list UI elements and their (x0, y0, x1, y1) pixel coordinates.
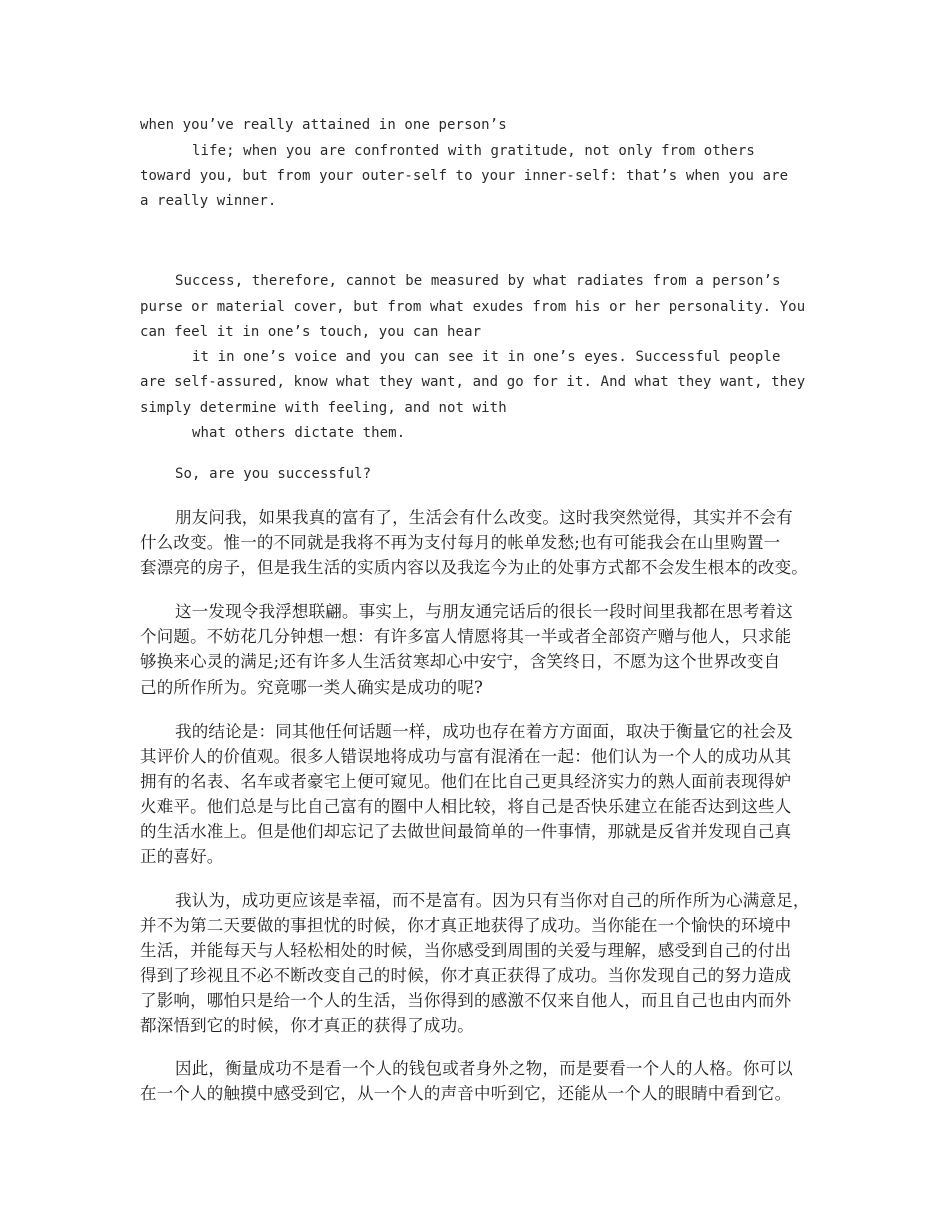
chinese-text-line: 了影响，哪怕只是给一个人的生活，当你得到的感激不仅来自他人，而且自己也由内而外 (140, 991, 792, 1010)
chinese-text-line: 在一个人的触摸中感受到它，从一个人的声音中听到它，还能从一个人的眼睛中看到它。 (140, 1084, 792, 1103)
english-text-line: can feel it in one’s touch, you can hear (140, 324, 482, 340)
chinese-text-line: 因此，衡量成功不是看一个人的钱包或者身外之物，而是要看一个人的人格。你可以 (175, 1059, 793, 1078)
chinese-text-line: 并不为第二天要做的事担忧的时候，你才真正地获得了成功。当你能在一个愉快的环境中 (140, 916, 792, 935)
chinese-text-line: 正的喜好。 (140, 847, 224, 866)
chinese-text-line: 生活，并能每天与人轻松相处的时候，当你感受到周围的关爱与理解，感受到自己的付出 (140, 941, 792, 960)
english-text-line: So, are you successful? (175, 466, 372, 482)
english-text-line: are self-assured, know what they want, and go for it. And what they want, they (140, 374, 806, 390)
english-text-line: Success, therefore, cannot be measured by what radiates from a person’s (175, 273, 781, 289)
chinese-text-line: 套漂亮的房子，但是我生活的实质内容以及我迄今为止的处事方式都不会发生根本的改变。 (140, 558, 808, 577)
chinese-text-line: 的生活水准上。但是他们却忘记了去做世间最简单的一件事情，那就是反省并发现自己真 (140, 822, 792, 841)
chinese-text-line: 朋友问我，如果我真的富有了，生活会有什么改变。这时我突然觉得，其实并不会有 (175, 508, 793, 527)
english-text-line: it in one’s voice and you can see it in one’s eyes. Successful people (192, 349, 781, 365)
english-text-line: toward you, but from your outer-self to your inner-self: that’s when you are (140, 168, 789, 184)
chinese-text-line: 够换来心灵的满足;还有许多人生活贫寒却心中安宁，含笑终日，不愿为这个世界改变自 (140, 652, 781, 671)
chinese-text-line: 我的结论是：同其他任何话题一样，成功也存在着方方面面，取决于衡量它的社会及 (175, 722, 793, 741)
chinese-text-line: 什么改变。惟一的不同就是我将不再为支付每月的帐单发愁;也有可能我会在山里购置一 (140, 533, 781, 552)
english-text-line: life; when you are confronted with gratitude, not only from others (192, 143, 755, 159)
chinese-text-line: 个问题。不妨花几分钟想一想：有许多富人情愿将其一半或者全部资产赠与他人，只求能 (140, 627, 792, 646)
chinese-text-line: 我认为，成功更应该是幸福，而不是富有。因为只有当你对自己的所作所为心满意足， (175, 891, 810, 910)
english-text-line: purse or material cover, but from what exudes from his or her personality. You (140, 299, 806, 315)
chinese-text-line: 火难平。他们总是与比自己富有的圈中人相比较，将自己是否快乐建立在能否达到这些人 (140, 797, 792, 816)
chinese-text-line: 这一发现令我浮想联翩。事实上，与朋友通完话后的很长一段时间里我都在思考着这 (175, 602, 793, 621)
chinese-text-line: 其评价人的价值观。很多人错误地将成功与富有混淆在一起：他们认为一个人的成功从其 (140, 747, 792, 766)
chinese-text-line: 己的所作所为。究竟哪一类人确实是成功的呢? (140, 678, 484, 697)
english-text-line: a really winner. (140, 193, 277, 209)
english-text-line: simply determine with feeling, and not with (140, 400, 507, 416)
english-text-line: when you’ve really attained in one person’s (140, 117, 507, 133)
english-text-line: what others dictate them. (192, 425, 406, 441)
chinese-text-line: 拥有的名表、名车或者豪宅上便可窥见。他们在比自己更具经济实力的熟人面前表现得妒 (140, 772, 792, 791)
chinese-text-line: 都深悟到它的时候，你才真正的获得了成功。 (140, 1016, 474, 1035)
chinese-text-line: 得到了珍视且不必不断改变自己的时候，你才真正获得了成功。当你发现自己的努力造成 (140, 966, 792, 985)
